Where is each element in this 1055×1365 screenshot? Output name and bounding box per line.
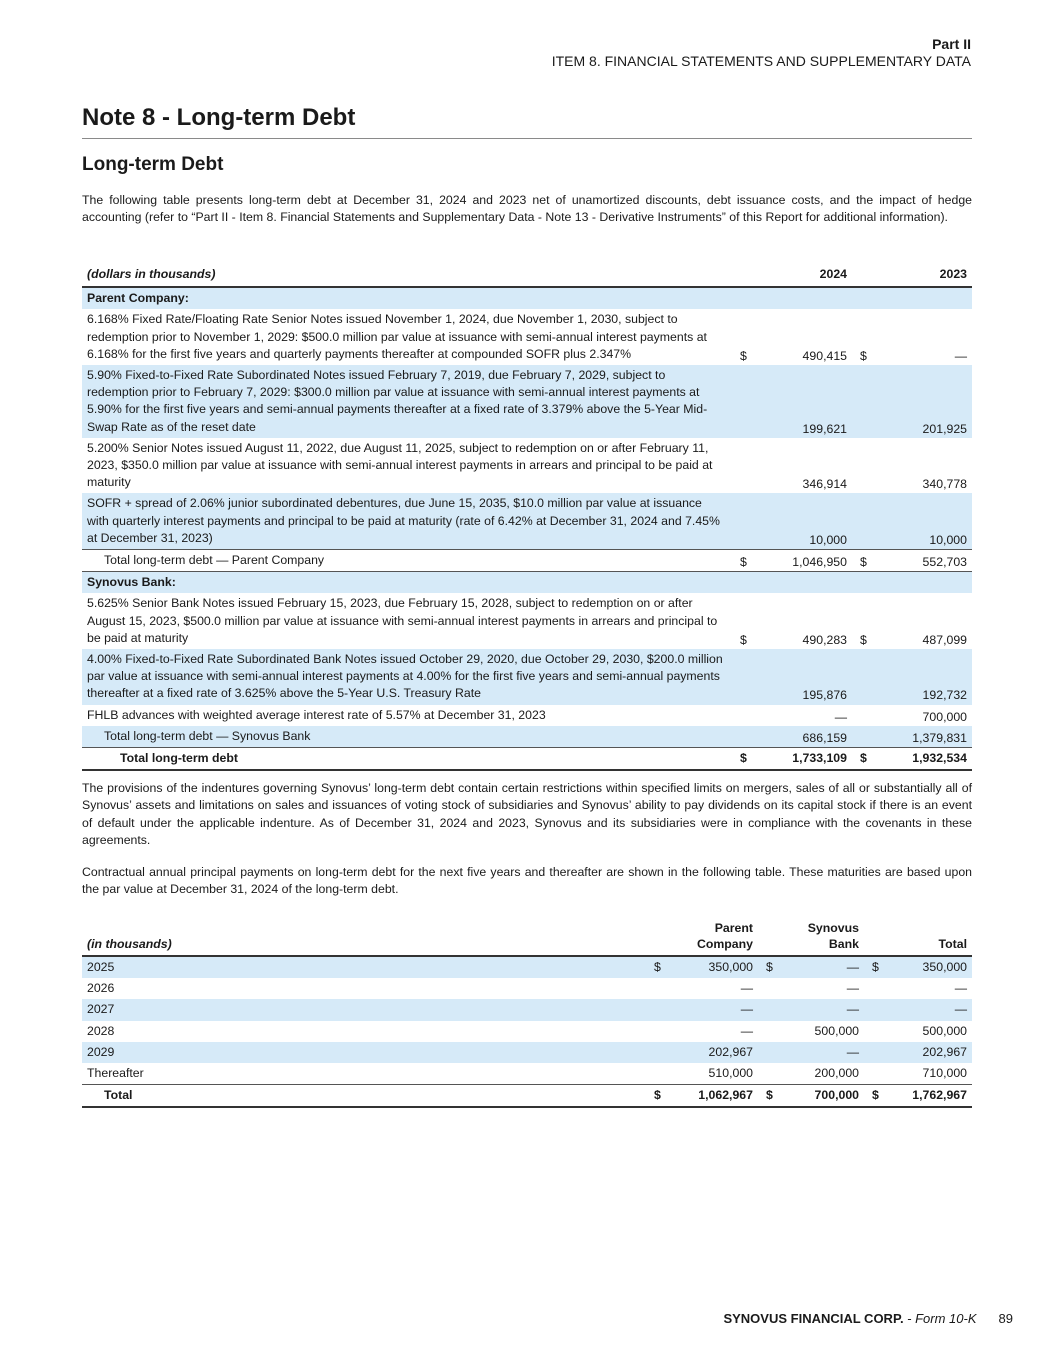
value-2024: 199,621: [802, 421, 847, 436]
note-title: Note 8 - Long-term Debt: [82, 104, 972, 139]
subtotal-row: Total long-term debt — Parent Company $ 1,046,950 $ 552,703: [82, 550, 972, 572]
unit-label: (dollars in thousands): [82, 266, 732, 287]
bank-value: —: [846, 960, 859, 974]
table-row: [82, 705, 972, 726]
value-2023: 552,703: [874, 550, 972, 572]
intro-paragraph: The following table presents long-term debt at December 31, 2024 and 2023 net of unamortized discounts, debt issuance costs, and the impact of hedge accounting (refer to “Part II - Item 8. Financial Statements and Supplementary Data - Note 13 - Derivative Instruments” of this Report for additional information).: [82, 193, 972, 225]
table-row: [82, 365, 972, 438]
total-value: 202,967: [922, 1044, 967, 1059]
contractual-paragraph: Contractual annual principal payments on long-term debt for the next five years and thereafter are shown in the following table. These maturities are based upon the par value at December 31, 2024 of the long-term debt.: [82, 865, 972, 897]
row-desc: 5.625% Senior Bank Notes issued February 15, 2023, due February 15, 2028, subject to redemption on or after August 15, 2023, $500.0 million par value at issuance with semi-annual interest payments in arrears and principal to be paid at maturity: [87, 596, 718, 645]
row-desc: 5.200% Senior Notes issued August 11, 2022, due August 11, 2025, subject to redemption on or after February 11, 2023, $350.0 million par value at issuance with semi-annual interest payments in arrears and principal to be paid at maturity: [87, 440, 713, 490]
table-row: [82, 493, 972, 549]
section-row: [82, 287, 972, 309]
row-desc: 6.168% Fixed Rate/Floating Rate Senior Notes issued November 1, 2024, due November 1, 2030, subject to redemption prior to November 1, 2029: $500.0 million par value at issuance with semi-annual interest payments at 6.168% for the first five years and quarterly payments thereafter at compounded SOFR plus 2.347%: [87, 312, 707, 361]
total-value: —: [954, 1002, 967, 1017]
parent-heading: Parent Company:: [87, 291, 189, 306]
row-desc: Total long-term debt — Synovus Bank: [104, 728, 311, 743]
value-2023: 1,932,534: [874, 748, 972, 771]
row-desc: Total long-term debt: [82, 748, 732, 771]
value-2023: 10,000: [929, 532, 967, 547]
section-title: Long-term Debt: [82, 154, 224, 175]
grand-total-row: Total $ 1,062,967 $ 700,000 $ 1,762,967: [82, 1085, 972, 1108]
value-2024: 490,415: [802, 348, 847, 363]
value-2023: 340,778: [922, 477, 967, 492]
value-2023: 192,732: [922, 688, 967, 703]
footer-company: SYNOVUS FINANCIAL CORP.: [723, 1311, 904, 1326]
col-2023: 2023: [874, 266, 972, 287]
value-2023: 487,099: [922, 632, 967, 647]
value-2024: —: [834, 709, 847, 724]
table-header-row: [82, 920, 972, 956]
unit-label: (in thousands): [82, 920, 646, 956]
table-row: [82, 649, 972, 705]
value-2024: 1,046,950: [754, 550, 852, 572]
bank-value: 700,000: [780, 1085, 864, 1108]
bank-value: —: [846, 1002, 859, 1017]
table-header-row: [82, 266, 972, 287]
table-row: [82, 999, 972, 1020]
value-2023: 1,379,831: [912, 730, 967, 745]
total-value: —: [954, 981, 967, 996]
table-row: 2025 $ 350,000 $ — $ 350,000: [82, 956, 972, 978]
bank-value: 200,000: [814, 1066, 859, 1081]
table-row: [82, 1021, 972, 1042]
table-row: [82, 1042, 972, 1063]
table-row: [82, 1063, 972, 1085]
table-row: [82, 438, 972, 494]
provisions-paragraph: The provisions of the indentures governing Synovus’ long-term debt contain certain restrictions within specified limits on mergers, sales of all or substantially all of Synovus’ assets and limitations on sales and issuances of voting stock of subsidiaries and Synovus’ ability to pay dividends on its capital stock if there is an event of default under the applicable indenture. As of December 31, 2024 and 2023, Synovus and its subsidiaries were in compliance with the covenants in these agreements.: [82, 781, 972, 848]
bank-heading: Synovus Bank:: [82, 572, 972, 594]
row-desc: 4.00% Fixed-to-Fixed Rate Subordinated Bank Notes issued October 29, 2020, due October 29, 2030, $200.0 million par value at issuance with semi-annual interest payments at 4.00% for the first five years and semi-annual payments thereafter at a fixed rate of 3.625% above the 5-Year U.S. Treasury Rate: [87, 652, 723, 701]
page-number: 89: [998, 1311, 1013, 1326]
col-total: Total: [886, 920, 972, 956]
value-2024: 195,876: [802, 688, 847, 703]
value-2024: 346,914: [802, 477, 847, 492]
section-row: [82, 572, 972, 594]
page-header: [552, 36, 971, 70]
row-desc: SOFR + spread of 2.06% junior subordinated debentures, due June 15, 2035, $10.0 million par value at issuance with quarterly interest payments and principal to be paid at maturity (rate of 6.42% at December 31, 2024 and 7.45% at December 31, 2023): [87, 496, 720, 545]
value-2023: —: [954, 348, 967, 363]
col-parent: Parent Company: [668, 920, 758, 956]
value-2024: 490,283: [802, 632, 847, 647]
maturity-table: [82, 920, 972, 1108]
bank-value: —: [846, 981, 859, 996]
col-2024: 2024: [754, 266, 852, 287]
header-part: Part II: [932, 36, 971, 52]
parent-value: 350,000: [708, 960, 753, 974]
value-2023: 700,000: [922, 709, 967, 724]
value-2024: 1,733,109: [754, 748, 852, 771]
table-row: [82, 978, 972, 999]
header-item: ITEM 8. FINANCIAL STATEMENTS AND SUPPLEMENTARY DATA: [551, 53, 971, 69]
footer-form: - Form 10-K: [903, 1311, 977, 1326]
parent-value: 1,062,967: [668, 1085, 758, 1108]
year: 2025: [87, 960, 115, 974]
parent-value: —: [740, 1023, 753, 1038]
value-2023: 201,925: [922, 421, 967, 436]
year: 2026: [87, 981, 115, 996]
row-desc: FHLB advances with weighted average interest rate of 5.57% at December 31, 2023: [87, 707, 546, 722]
bank-value: —: [846, 1044, 859, 1059]
parent-value: —: [740, 1002, 753, 1017]
total-label: Total: [82, 1085, 646, 1108]
long-term-debt-table: [82, 266, 972, 771]
year: 2027: [87, 1002, 115, 1017]
table-row: 5.625% Senior Bank Notes issued February 15, 2023, due February 15, 2028, subject to redemption on or after August 15, 2023, $500.0 million par value at issuance with semi-annual interest payments in arrears and principal to be paid at maturity $ 490,283 $ 487,099: [82, 593, 972, 649]
col-bank: Synovus Bank: [780, 920, 864, 956]
parent-value: —: [740, 981, 753, 996]
total-value: 1,762,967: [886, 1085, 972, 1108]
total-value: 500,000: [922, 1023, 967, 1038]
page-footer: [723, 1311, 1013, 1326]
parent-value: 510,000: [708, 1066, 753, 1081]
bank-value: 500,000: [814, 1023, 859, 1038]
year: 2028: [87, 1023, 115, 1038]
total-value: 710,000: [922, 1066, 967, 1081]
table-row: 6.168% Fixed Rate/Floating Rate Senior Notes issued November 1, 2024, due November 1, 2030, subject to redemption prior to November 1, 2029: $500.0 million par value at issuance with semi-annual interest payments at 6.168% for the first five years and quarterly payments thereafter at compounded SOFR plus 2.347% $ 490,415 $ —: [82, 309, 972, 365]
year: Thereafter: [87, 1066, 144, 1081]
grand-total-row: Total long-term debt $ 1,733,109 $ 1,932,534: [82, 748, 972, 771]
row-desc: Total long-term debt — Parent Company: [82, 550, 732, 572]
row-desc: 5.90% Fixed-to-Fixed Rate Subordinated Notes issued February 7, 2019, due February 7, 2029, subject to redemption prior to February 7, 2029: $300.0 million par value at issuance with semi-annual interest payments at 5.90% for the first five years and semi-annual payments thereafter at a fixed rate of 3.379% above the 5-Year Mid-Swap Rate as of the reset date: [87, 368, 708, 434]
parent-value: 202,967: [708, 1044, 753, 1059]
value-2024: 686,159: [802, 730, 847, 745]
subtotal-row: [82, 726, 972, 748]
total-value: 350,000: [922, 960, 967, 974]
value-2024: 10,000: [809, 532, 847, 547]
year: 2029: [87, 1044, 115, 1059]
